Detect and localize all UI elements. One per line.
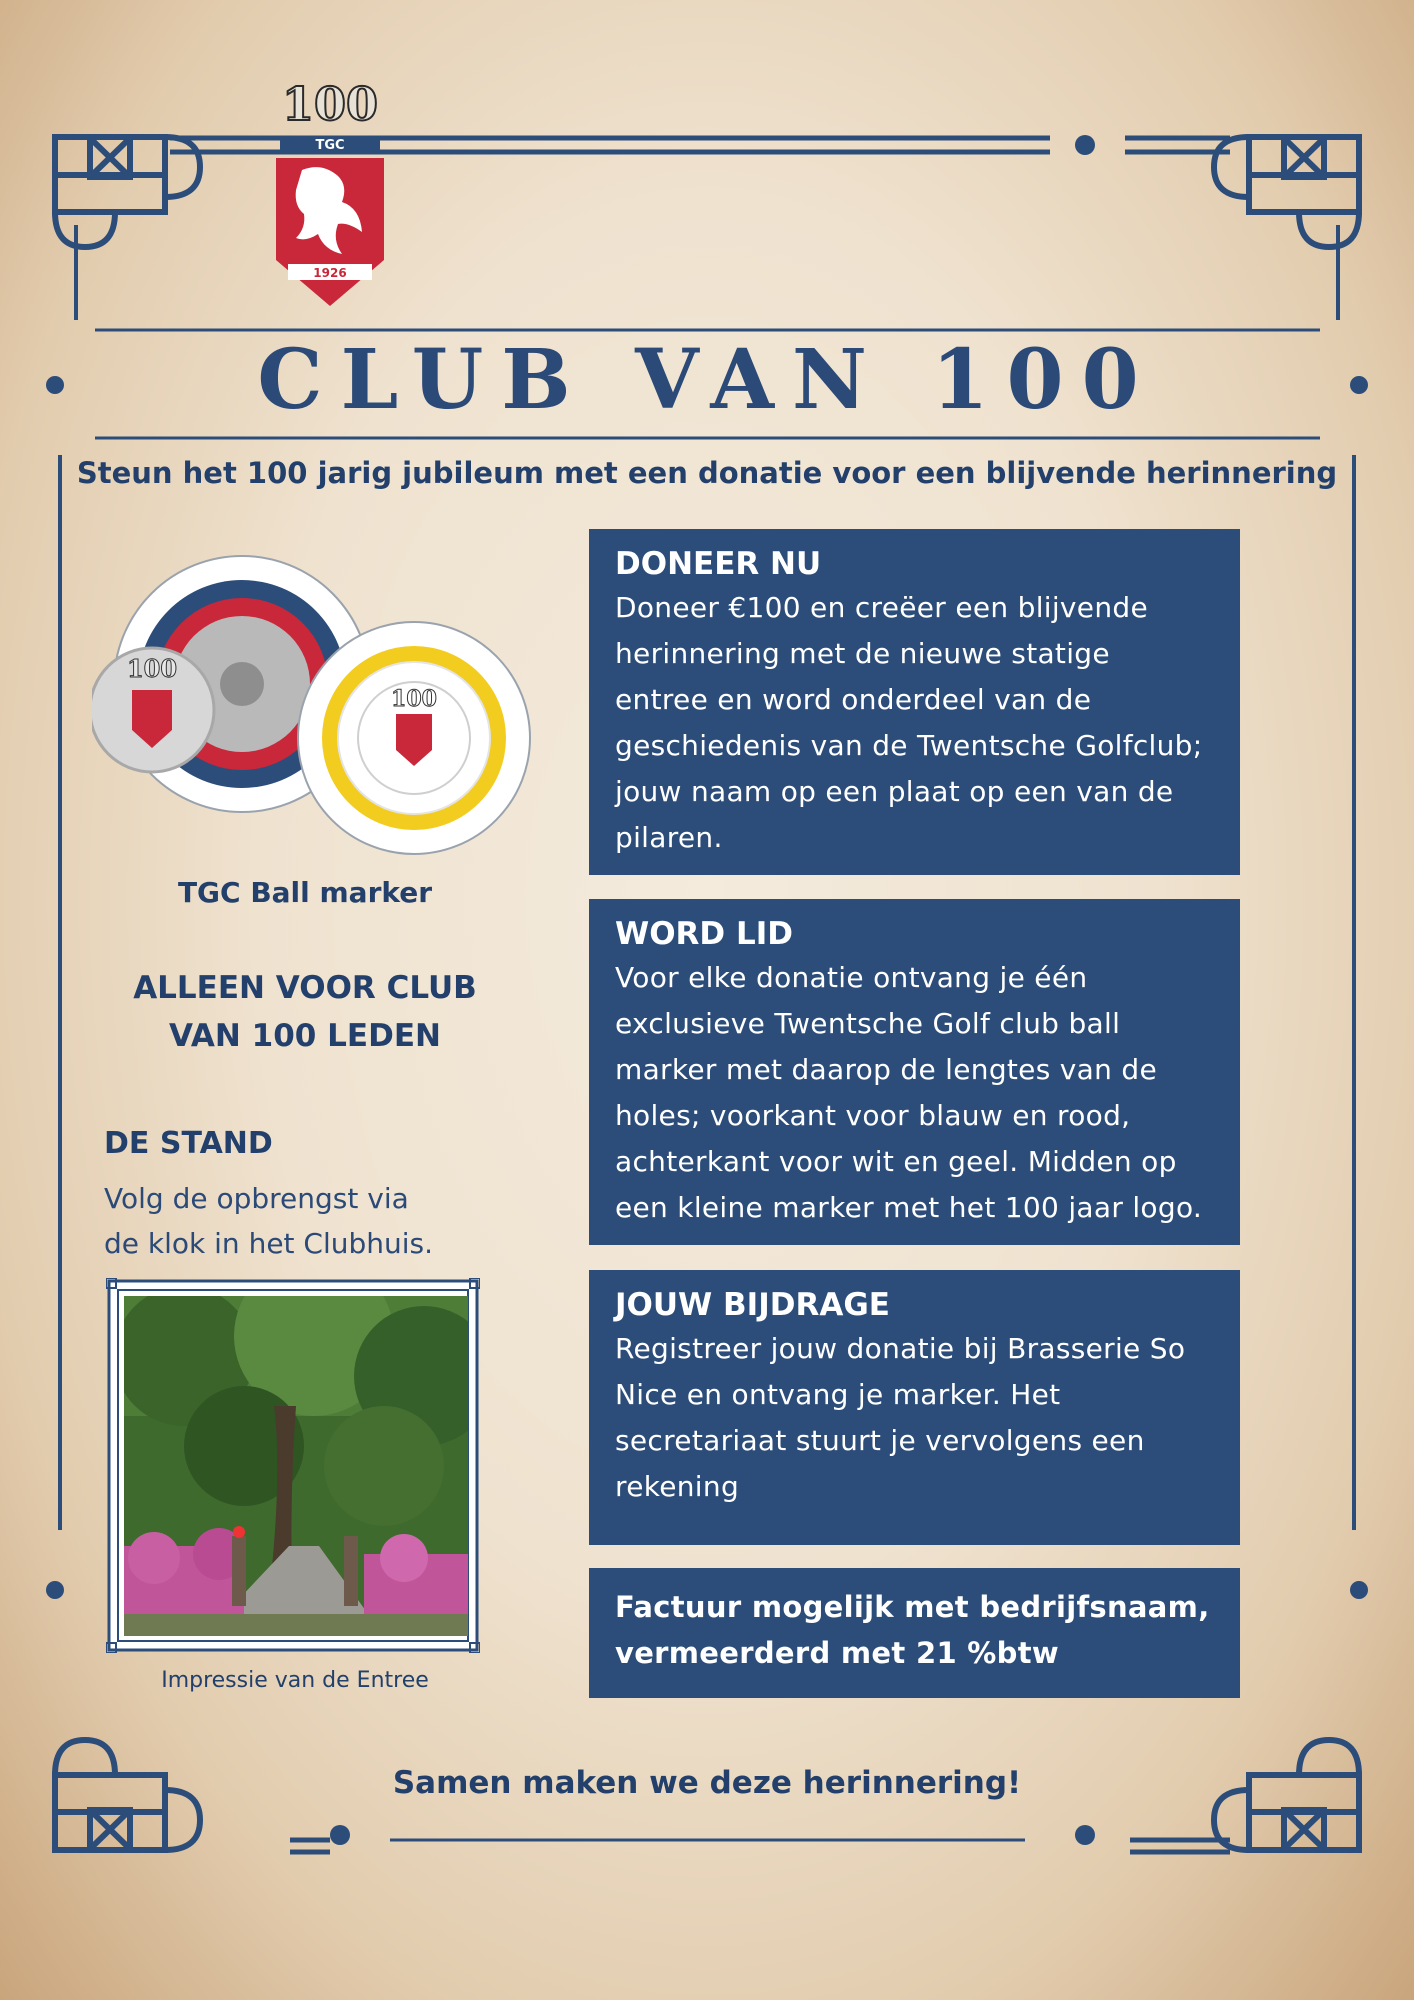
member-line: achterkant voor wit en geel. Midden op [615, 1145, 1177, 1178]
contribution-line: rekening [615, 1470, 740, 1503]
ball-marker-image [92, 552, 542, 857]
stand-heading: DE STAND [104, 1126, 273, 1161]
invoice-line: Factuur mogelijk met bedrijfsnaam, [615, 1590, 1210, 1624]
contribution-line: Registreer jouw donatie bij Brasserie So [615, 1332, 1186, 1365]
donate-box [589, 529, 1240, 875]
invoice-box [589, 1568, 1240, 1698]
page-subtitle: Steun het 100 jarig jubileum met een donatie voor een blijvende herinnering [76, 456, 1338, 490]
contribution-box [589, 1270, 1240, 1545]
svg-text:100: 100 [391, 686, 437, 712]
member-heading: WORD LID [615, 916, 793, 952]
member-line: marker met daarop de lengtes van de [615, 1053, 1157, 1086]
footer-slogan: Samen maken we deze herinnering! [392, 1765, 1022, 1801]
ball-marker-caption: TGC Ball marker [177, 876, 433, 909]
contribution-line: Nice en ontvang je marker. Het [615, 1378, 1061, 1411]
donate-line: pilaren. [615, 821, 723, 854]
donate-heading: DONEER NU [615, 546, 822, 582]
contribution-line: secretariaat stuurt je vervolgens een [615, 1424, 1145, 1457]
donate-line: jouw naam op een plaat op een van de [615, 775, 1174, 808]
member-box [589, 899, 1240, 1245]
club-logo [272, 78, 388, 310]
contribution-heading: JOUW BIJDRAGE [615, 1287, 890, 1323]
member-line: exclusieve Twentsche Golf club ball [615, 1007, 1121, 1040]
invoice-line: vermeerderd met 21 %btw [615, 1636, 1059, 1670]
members-line-2: VAN 100 LEDEN [169, 1018, 441, 1054]
stand-line-1: Volg de opbrengst via [104, 1182, 409, 1215]
svg-text:1926: 1926 [313, 266, 347, 280]
donate-line: Doneer €100 en creëer een blijvende [615, 591, 1148, 624]
donate-line: herinnering met de nieuwe statige [615, 637, 1110, 670]
svg-text:100: 100 [126, 654, 178, 683]
entrance-photo [124, 1296, 468, 1636]
donate-line: entree en word onderdeel van de [615, 683, 1092, 716]
page-title: CLUB VAN 100 [257, 332, 1157, 428]
members-line-1: ALLEEN VOOR CLUB [133, 970, 477, 1006]
donate-line: geschiedenis van de Twentsche Golfclub; [615, 729, 1203, 762]
svg-text:100: 100 [281, 78, 379, 131]
svg-text:TGC: TGC [315, 138, 345, 153]
stand-line-2: de klok in het Clubhuis. [104, 1227, 434, 1260]
member-line: een kleine marker met het 100 jaar logo. [615, 1191, 1203, 1224]
stand-text [104, 1176, 484, 1266]
photo-caption: Impressie van de Entree [161, 1668, 429, 1693]
member-line: Voor elke donatie ontvang je één [615, 961, 1088, 994]
members-only-note [100, 964, 510, 1060]
member-line: holes; voorkant voor blauw en rood, [615, 1099, 1131, 1132]
